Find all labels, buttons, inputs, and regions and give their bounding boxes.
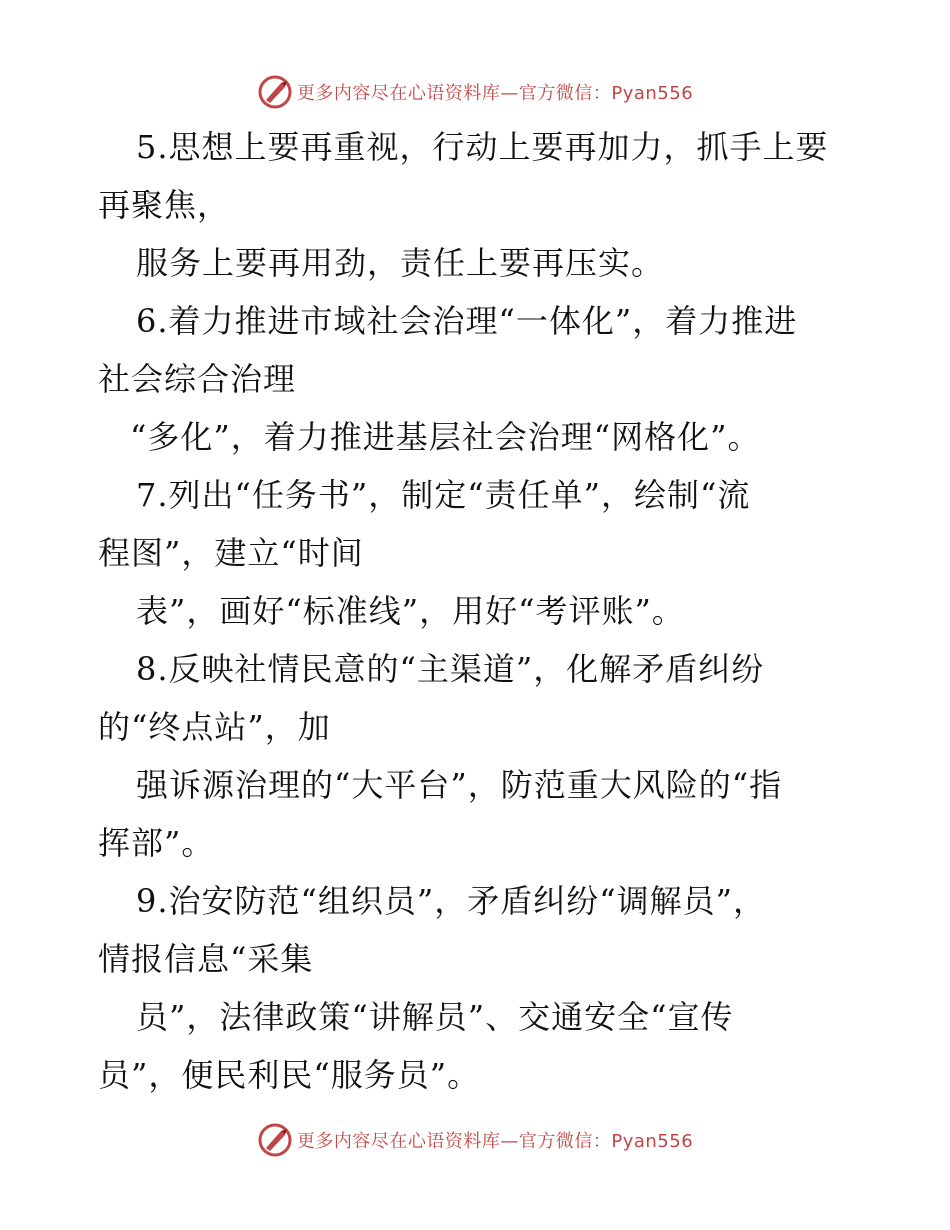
document-body xyxy=(98,118,868,1104)
header-watermark xyxy=(0,72,950,112)
watermark-text: 更多内容尽在心语资料库—官方微信：Pyan556 xyxy=(296,83,694,104)
text-line: “多化”，着力推进基层社会治理“网格化”。 xyxy=(130,418,761,456)
text-line: 强诉源治理的“大平台”，防范重大风险的“指 xyxy=(136,766,783,804)
text-line: 员”，便民利民“服务员”。 xyxy=(98,1056,481,1094)
text-line: 7.列出“任务书”，制定“责任单”，绘制“流 xyxy=(136,476,751,514)
text-line: 8.反映社情民意的“主渠道”，化解矛盾纠纷 xyxy=(136,650,765,688)
text-line: 服务上要再用劲，责任上要再压实。 xyxy=(136,244,665,282)
footer-watermark xyxy=(0,1120,950,1160)
text-line: 社会综合治理 xyxy=(98,360,297,398)
logo-icon xyxy=(257,74,293,110)
text-line: 的“终点站”，加 xyxy=(98,708,331,746)
text-line: 9.治安防范“组织员”，矛盾纠纷“调解员”， xyxy=(136,882,766,920)
text-line: 再聚焦， xyxy=(98,186,231,224)
text-line: 5.思想上要再重视，行动上要再加力，抓手上要 xyxy=(136,128,829,166)
text-line: 情报信息“采集 xyxy=(98,940,314,978)
text-line: 挥部”。 xyxy=(98,824,215,862)
text-line: 表”，画好“标准线”，用好“考评账”。 xyxy=(136,592,685,630)
text-line: 6.着力推进市域社会治理“一体化”，着力推进 xyxy=(136,302,798,340)
logo-icon xyxy=(257,1122,293,1158)
text-line: 员”，法律政策“讲解员”、交通安全“宣传 xyxy=(136,998,734,1036)
watermark-text: 更多内容尽在心语资料库—官方微信：Pyan556 xyxy=(296,1131,694,1152)
text-line: 程图”，建立“时间 xyxy=(98,534,364,572)
